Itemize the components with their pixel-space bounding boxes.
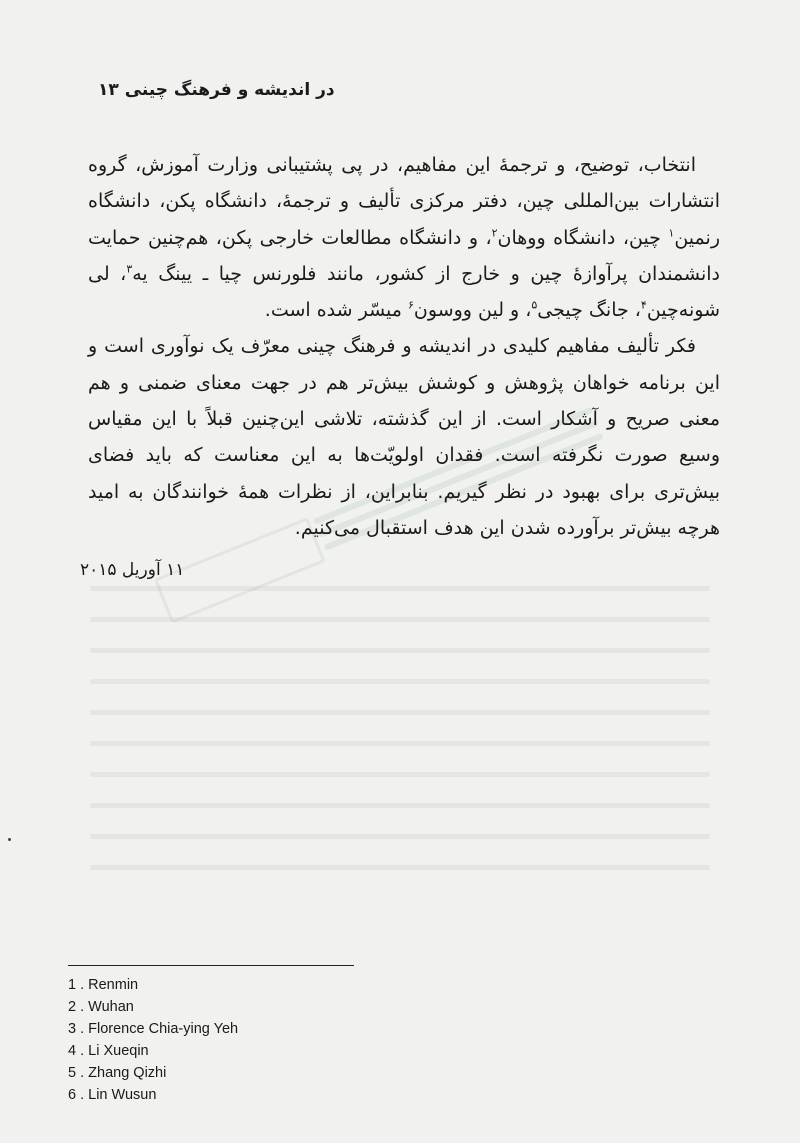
header-title: در اندیشه و فرهنگ چینی: [124, 80, 335, 100]
running-header: [92, 80, 372, 100]
footnote-ref-5: ۵: [531, 298, 538, 312]
footnote-item: 3 . Florence Chia-ying Yeh: [68, 1021, 239, 1037]
paragraph-1-text: ، لی شونه‌چین: [88, 262, 720, 322]
footnote-ref-4: ۴: [640, 298, 647, 312]
footnote-item: 5 . Zhang Qizhi: [68, 1065, 167, 1081]
paragraph-1-text: انتخاب، توضیح، و ترجمهٔ این مفاهیم، در پی پشتیبانی وزارت آموزش، گروه انتشارات بین‌المللی چین، دفتر مرکزی تألیف و ترجمهٔ، دانشگاه پکن، دانشگاه رنمین: [88, 154, 720, 249]
page-number: ۱۳: [98, 80, 119, 100]
paragraph-1-text: چین، دانشگاه ووهان: [497, 226, 669, 249]
paragraph-1-text: میسّر شده است.: [264, 299, 408, 322]
footnote-ref-3: ۳: [126, 262, 133, 276]
footnote-ref-1: ۱: [668, 226, 675, 240]
footnote-item: 2 . Wuhan: [68, 999, 134, 1015]
footnote-item: 1 . Renmin: [68, 977, 139, 993]
footnote-item: 6 . Lin Wusun: [68, 1087, 157, 1103]
paragraph-1: [88, 147, 720, 328]
paragraph-1-text: ، و دانشگاه مطالعات خارجی پکن، هم‌چنین حمایت دانشمندان پرآوازهٔ چین و خارج از کشور، مانند فلورنس چیا ـ یینگ یه: [88, 226, 720, 285]
footnote-rule: [68, 965, 354, 966]
footnotes: [68, 974, 428, 1106]
paragraph-1-text: ، و لین ووسون: [413, 299, 532, 322]
scan-speck: [8, 838, 11, 841]
date-line: ۱۱ آوریل ۲۰۱۵: [80, 560, 185, 580]
body-text: [88, 147, 720, 546]
paragraph-1-text: ، جانگ چیجی: [537, 299, 641, 322]
footnote-ref-6: ۶: [408, 298, 414, 312]
paragraph-2: فکر تألیف مفاهیم کلیدی در اندیشه و فرهنگ چینی معرّف یک نوآوری است و این برنامه خواهان پژوهش و کوشش بیش‌تر هم در جهت معنای ضمنی و هم معنی صریح و آشکار است. از این گذشته، تلاشی این‌چنین قبلاً با این مقیاس وسیع صورت نگرفته است. فقدان اولویّت‌ها به این معناست که باید فضای بیش‌تری برای بهبود در نظر گیریم. بنابراین، از نظرات همهٔ خوانندگان به امید هرچه بیش‌تر برآورده شدن این هدف استقبال می‌کنیم.: [88, 335, 720, 539]
footnote-item: 4 . Li Xueqin: [68, 1043, 149, 1059]
footnote-ref-2: ۲: [491, 226, 498, 240]
